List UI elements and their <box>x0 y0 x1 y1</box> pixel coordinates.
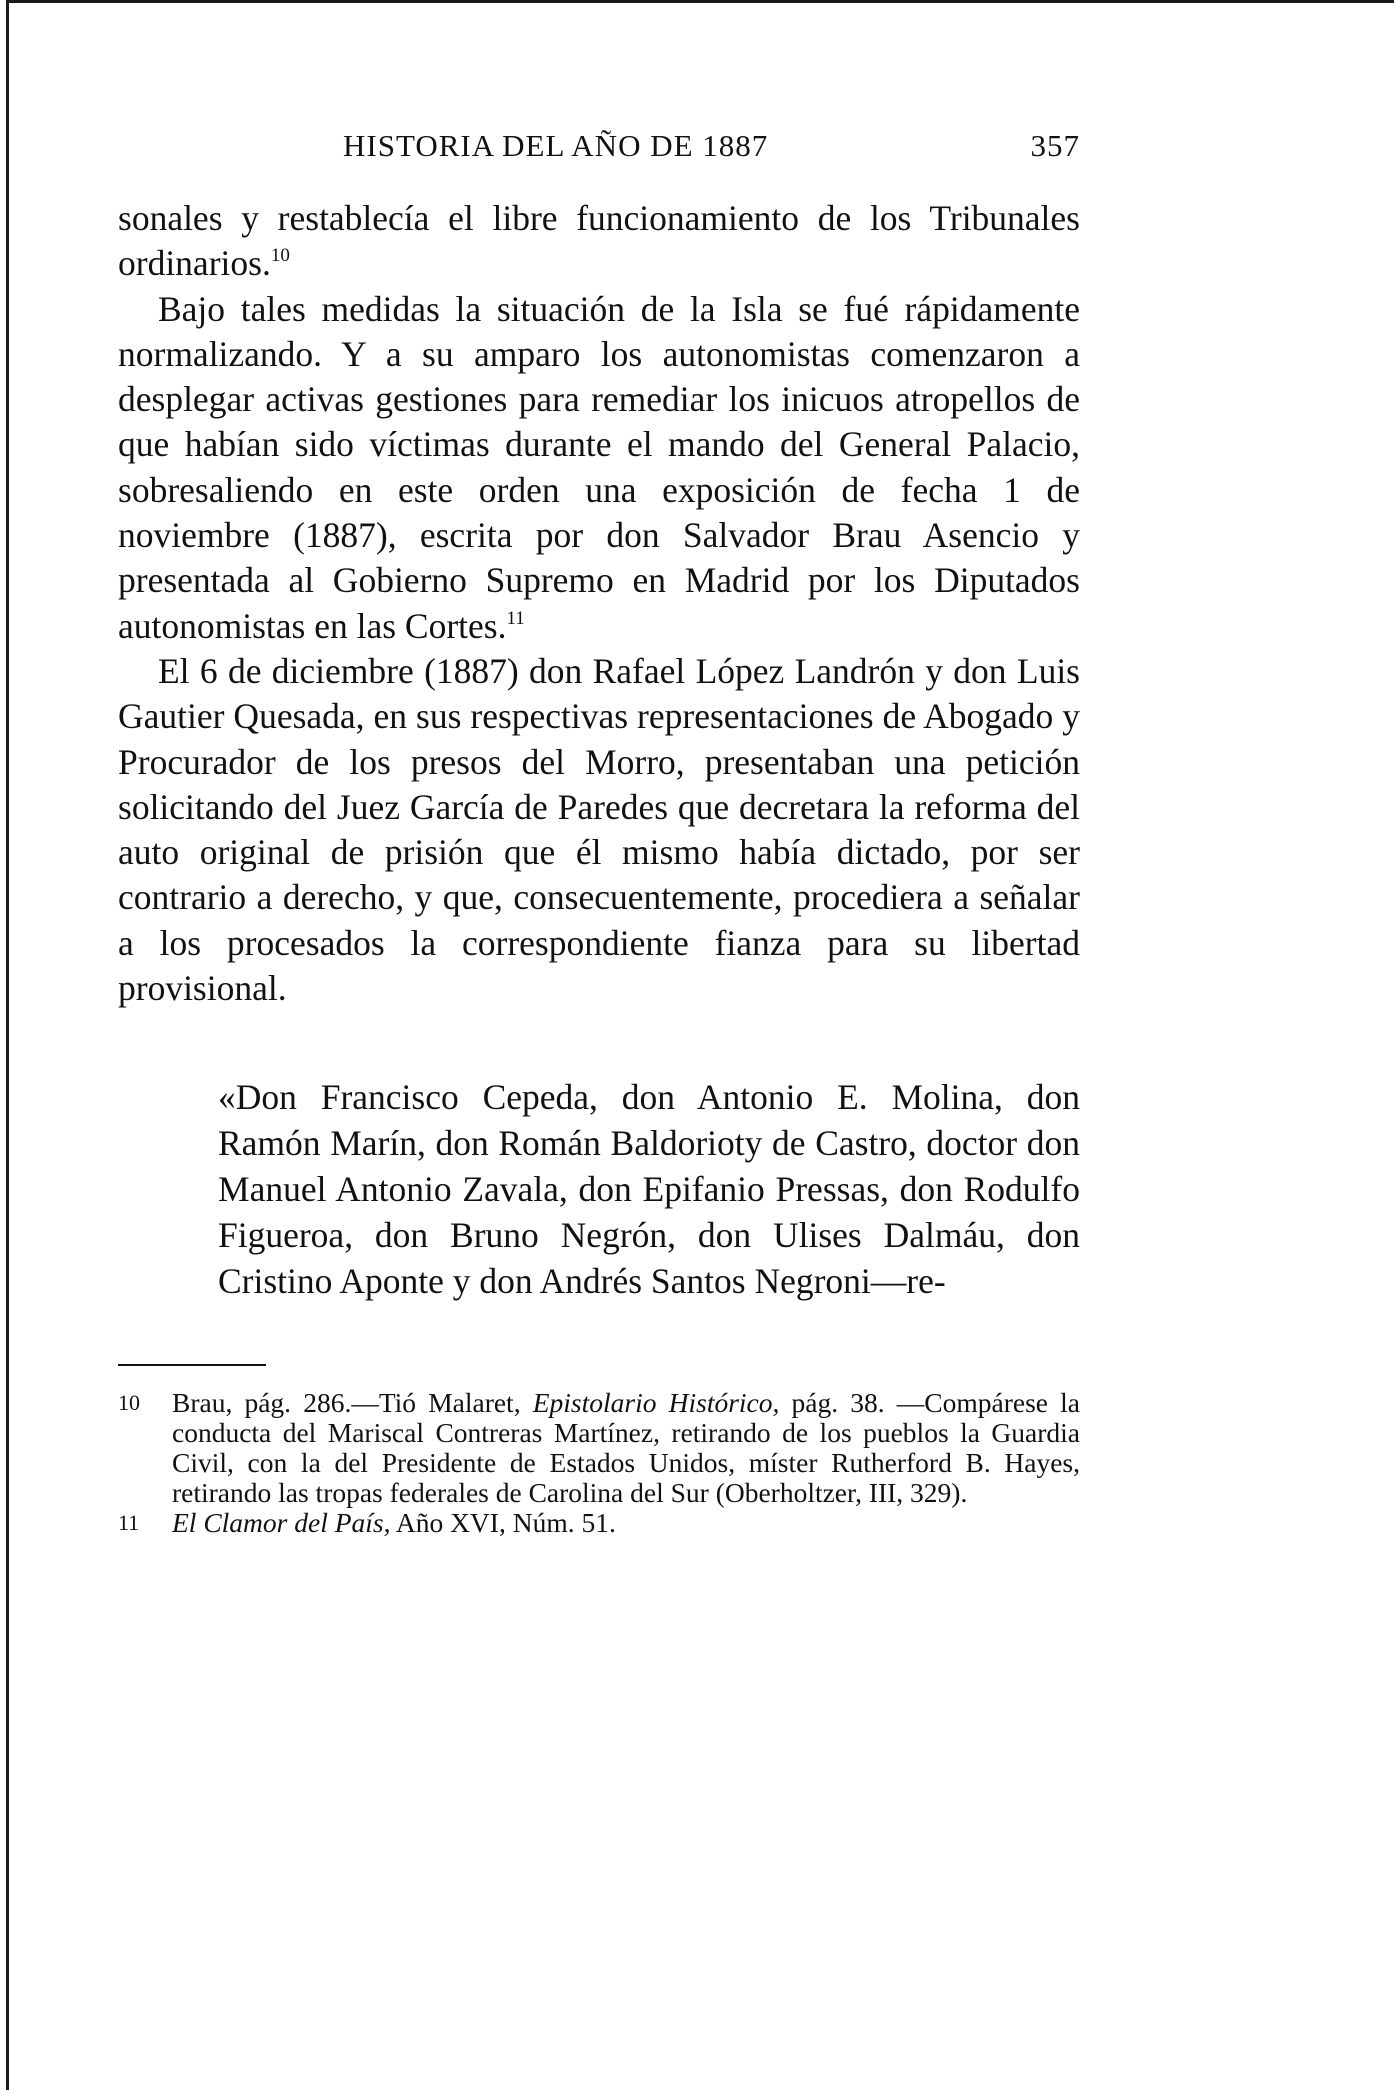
paragraph-1-text: sonales y restablecía el libre funcionamiento de los Tribunales ordinarios. <box>118 198 1080 284</box>
book-page <box>118 128 1080 1538</box>
block-quote <box>218 1075 1080 1304</box>
footnote-ref-10: 10 <box>270 245 290 267</box>
running-title: HISTORIA DEL AÑO DE 1887 <box>343 128 769 163</box>
footnotes <box>118 1388 1080 1538</box>
block-quote-text: «Don Francisco Cepeda, don Antonio E. Molina, don Ramón Marín, don Román Baldorioty de Castro, doctor don Manuel Antonio Zavala, don Epifanio Pressas, don Rodulfo Figueroa, don Bruno Negrón, don Ulises Dalmáu, don Cristino Aponte y don Andrés Santos Negroni—re- <box>218 1077 1080 1301</box>
page-top-edge <box>6 0 1394 3</box>
footnote-text: pág. 38. —Compárese la conducta del Mariscal Contreras Martínez, retirando de los pueblos la Guardia Civil, con la del Presidente de Estados Unidos, míster Rutherford B. Hayes, retirando las tropas federales de Carolina del Sur (Oberholtzer, III, 329). <box>172 1387 1080 1509</box>
footnote-text: Año XVI, Núm. 51. <box>390 1507 616 1539</box>
body-text <box>118 196 1080 1011</box>
footnote-ref-11: 11 <box>506 607 525 629</box>
footnote-number: 11 <box>118 1510 140 1536</box>
footnote-text: Brau, pág. 286.—Tió Malaret, <box>172 1387 533 1419</box>
page-number: 357 <box>1030 128 1080 163</box>
footnote-10 <box>118 1388 1080 1508</box>
paragraph-3: El 6 de diciembre (1887) don Rafael López Landrón y don Luis Gautier Quesada, en sus respectivas representaciones de Abogado y Procurador de los presos del Morro, presentaban una petición solicitando del Juez García de Paredes que decretara la reforma del auto original de prisión que él mismo había dictado, por ser contrario a derecho, y que, consecuentemente, procediera a señalar a los procesados la correspondiente fianza para su libertad provisional. <box>118 650 1080 1009</box>
footnote-11 <box>118 1508 1080 1538</box>
running-head <box>118 128 1080 168</box>
footnote-rule <box>118 1364 266 1366</box>
paragraph-2-text: Bajo tales medidas la situación de la Isla se fué rápidamente normalizando. Y a su amparo los autonomistas comenzaron a desplegar activas gestiones para remediar los inicuos atropellos de que habían sido víctimas durante el mando del General Palacio, sobresaliendo en este orden una exposición de fecha 1 de noviembre (1887), escrita por don Salvador Brau Asencio y presentada al Gobierno Supremo en Madrid por los Diputados autonomistas en las Cortes. <box>118 288 1080 646</box>
paragraph-2 <box>118 287 1080 649</box>
footnote-number: 10 <box>118 1390 140 1416</box>
footnote-title: El Clamor del País, <box>172 1507 391 1539</box>
page-left-edge <box>6 0 9 2090</box>
footnote-title: Epistolario Histórico, <box>532 1387 780 1419</box>
paragraph-1 <box>118 196 1080 287</box>
